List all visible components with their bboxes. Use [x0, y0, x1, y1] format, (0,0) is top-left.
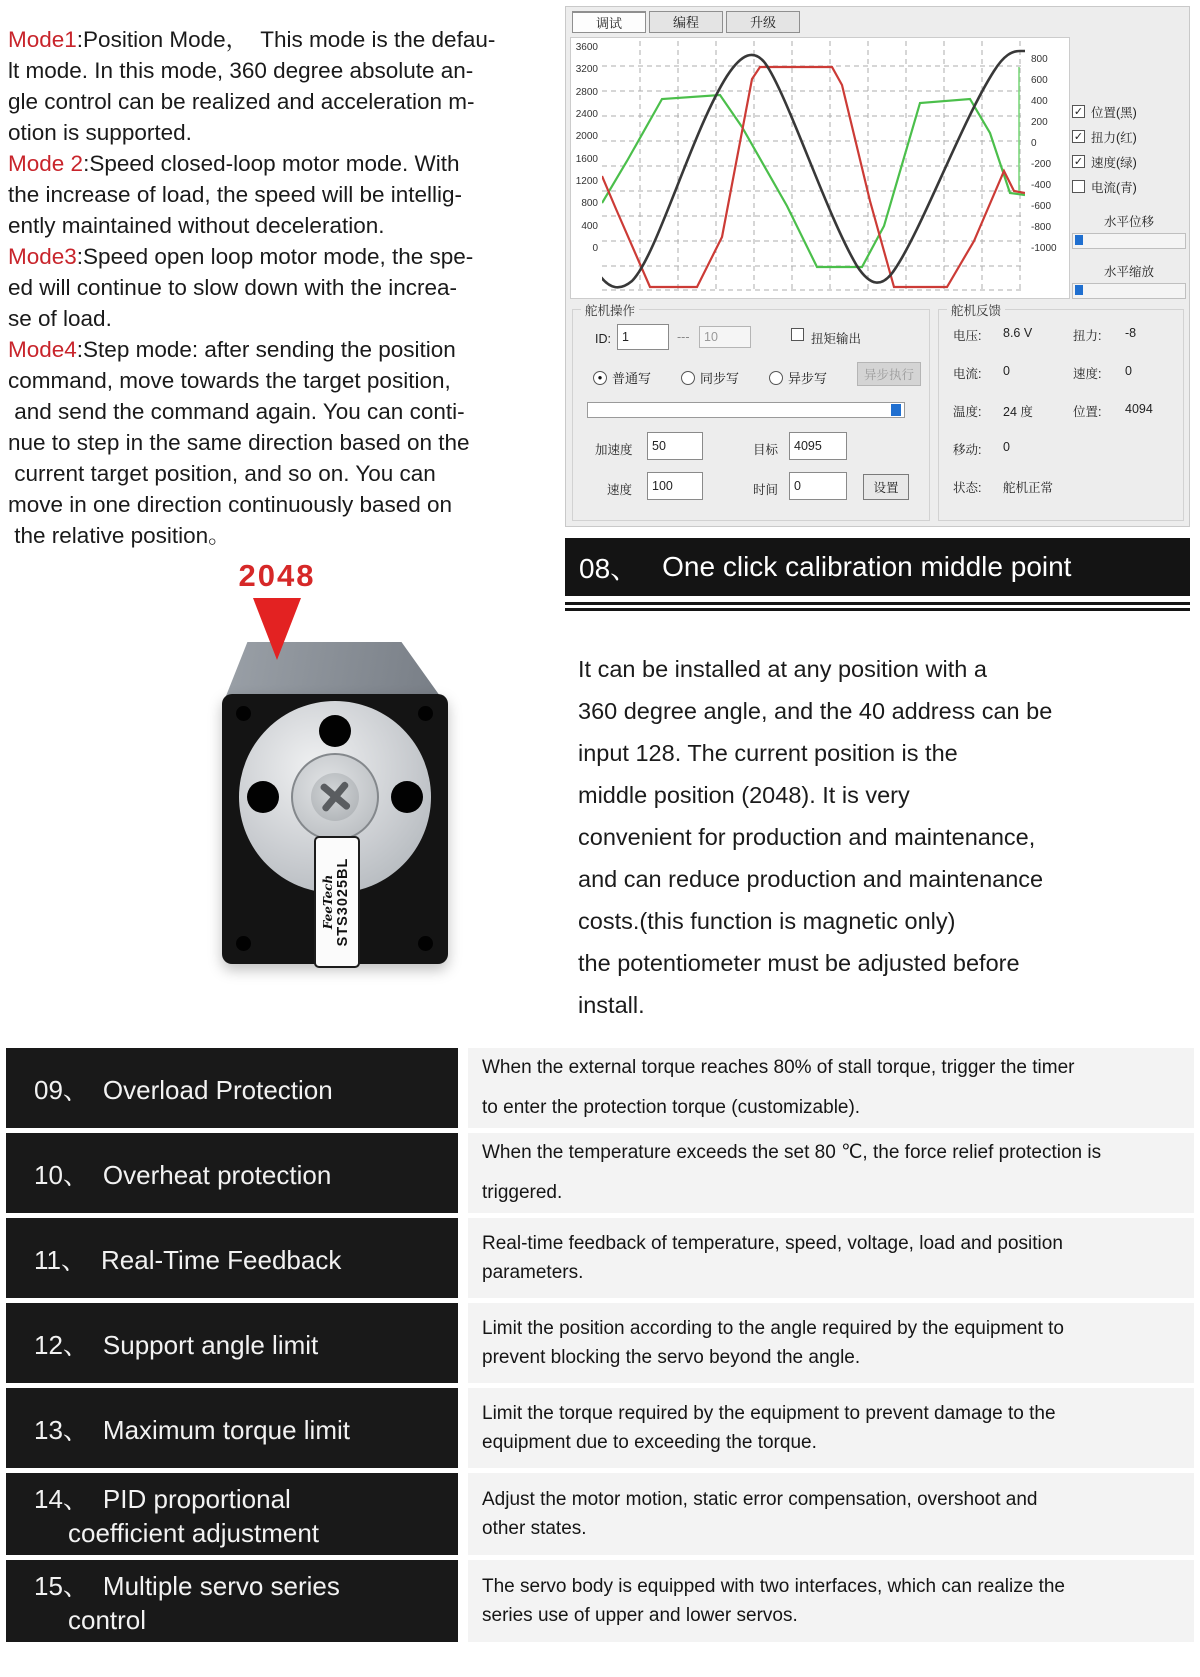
table-row — [6, 1303, 1194, 1383]
zoom-slider-label: 水平缩放 — [1103, 265, 1154, 279]
id-input[interactable] — [617, 324, 669, 350]
mode-text-line: the relative position。 — [8, 523, 231, 548]
feature-label-cell — [6, 1560, 458, 1642]
chart-canvas — [602, 41, 1025, 291]
feature-label: Multiple servo series — [102, 1571, 340, 1601]
feature-label: Overheat protection — [102, 1159, 332, 1190]
mode-text-line: Mode 2:Speed closed-loop motor mode. With — [8, 151, 460, 176]
feature-label-cell — [6, 1218, 458, 1298]
waveform-chart — [570, 37, 1070, 299]
tab-upgrade[interactable]: 升级 — [726, 11, 800, 33]
corner-screw-hole — [236, 936, 251, 951]
speed-fb-value: 0 — [1125, 364, 1132, 378]
tab-debug[interactable]: 调试 — [572, 11, 646, 33]
feature-number: 15、 — [34, 1571, 89, 1601]
y-axis-left: 3600 3200 2800 2400 2000 1600 1200 800 400 0 — [575, 42, 598, 254]
position-slider-handle[interactable] — [891, 404, 901, 416]
set-button[interactable]: 设置 — [863, 474, 909, 500]
banner-number: 08、 — [579, 553, 639, 584]
temp-label: 温度: — [953, 405, 982, 419]
feature-desc-cell: Limit the torque required by the equipment to prevent damage to the equipment due to exceeding the torque. — [468, 1388, 1194, 1468]
voltage-label: 电压: — [953, 329, 982, 343]
speed-checkbox[interactable]: ✓ — [1073, 156, 1084, 168]
temp-value: 24 度 — [1003, 405, 1033, 419]
feature-number: 11、 — [34, 1244, 87, 1275]
zoom-slider[interactable] — [1072, 283, 1186, 299]
legend-row-torque: ✓ 扭力(红) — [1073, 130, 1137, 145]
target-label: 目标 — [753, 443, 779, 457]
feature-desc-cell: The servo body is equipped with two interfaces, which can realize the series use of upper and lower servos. — [468, 1560, 1194, 1642]
chart-legend — [1072, 99, 1186, 299]
banner-underline — [565, 608, 1190, 611]
target-input[interactable] — [789, 432, 847, 460]
tab-program[interactable]: 编程 — [649, 11, 723, 33]
servo-operation-title: 舵机操作 — [581, 301, 639, 319]
motor-image — [222, 694, 448, 964]
banner-title: One click calibration middle point — [662, 551, 1072, 582]
feature-label-cell — [6, 1388, 458, 1468]
torque-output-label: 扭矩输出 — [811, 332, 862, 346]
current-value: 0 — [1003, 364, 1010, 378]
pan-slider-label: 水平位移 — [1103, 215, 1154, 229]
table-row — [6, 1218, 1194, 1298]
mode-text-line: ently maintained without deceleration. — [8, 213, 385, 238]
radio-normal-write[interactable]: ● 普通写 — [593, 368, 651, 387]
corner-screw-hole — [236, 706, 251, 721]
flange-hole — [247, 781, 279, 813]
feature-label: PID proportional — [102, 1484, 291, 1514]
async-exec-button[interactable]: 异步执行 — [857, 362, 921, 386]
feature-label-cell — [6, 1473, 458, 1555]
feature-desc-cell: Real-time feedback of temperature, speed, voltage, load and position parameters. — [468, 1218, 1194, 1298]
time-input[interactable] — [789, 472, 847, 500]
mode-text-line: otion is supported. — [8, 120, 192, 145]
current-label: 电流: — [953, 367, 982, 381]
feature-label: Maximum torque limit — [102, 1414, 350, 1445]
feature-label: Real-Time Feedback — [101, 1244, 342, 1275]
feature-number: 13、 — [34, 1414, 89, 1445]
feature-desc-cell: Adjust the motor motion, static error compensation, overshoot and other states. — [468, 1473, 1194, 1555]
mode-text-line: nue to step in the same direction based on the — [8, 430, 470, 455]
mode-text-line: se of load. — [8, 306, 112, 331]
arrow-down-icon — [253, 598, 301, 660]
mode-text-line: Mode1:Position Mode， This mode is the defau- — [8, 27, 496, 52]
feature-label: Overload Protection — [102, 1074, 333, 1105]
tab-bar — [572, 11, 800, 33]
feature-number: 09、 — [34, 1074, 89, 1105]
mode-description-text — [8, 24, 560, 551]
position-slider[interactable] — [587, 402, 905, 418]
corner-screw-hole — [418, 936, 433, 951]
section-banner-08 — [565, 538, 1190, 596]
pan-slider[interactable] — [1072, 233, 1186, 249]
move-label: 移动: — [953, 443, 982, 457]
feature-label-line2: control — [68, 1605, 147, 1635]
table-row — [6, 1133, 1194, 1213]
table-row — [6, 1560, 1194, 1642]
feature-label-cell — [6, 1048, 458, 1128]
current-checkbox[interactable] — [1072, 180, 1085, 193]
speed-fb-label: 速度: — [1073, 367, 1102, 381]
software-panel — [565, 6, 1190, 527]
position-fb-value: 4094 — [1125, 402, 1153, 416]
phillips-cross-icon — [301, 763, 369, 831]
feature-desc-cell: Limit the position according to the angle required by the equipment to prevent blocking the servo beyond the angle. — [468, 1303, 1194, 1383]
time-label: 时间 — [753, 483, 779, 497]
install-description-text: It can be installed at any position with a 360 degree angle, and the 40 address can be input 128. The current position is the middle position (2048). It is very convenient for production and maintenance, and can reduce production and maintenance costs.(this function is magnetic only) the potentiometer must be adjusted before install. — [578, 656, 1053, 1018]
feature-number: 10、 — [34, 1159, 89, 1190]
table-row — [6, 1388, 1194, 1468]
mode-text-line: Mode3:Speed open loop motor mode, the spe- — [8, 244, 474, 269]
zoom-slider-handle[interactable] — [1075, 285, 1083, 295]
motor-brand: FeeTech — [321, 874, 336, 930]
radio-normal-write-circle[interactable]: ● — [593, 371, 607, 385]
feature-table — [6, 1048, 1194, 1647]
radio-sync-write[interactable]: 同步写 — [681, 368, 739, 387]
position-curve — [602, 51, 1025, 287]
radio-async-write-circle[interactable] — [769, 371, 783, 385]
pan-slider-handle[interactable] — [1075, 235, 1083, 245]
feature-label-cell — [6, 1133, 458, 1213]
banner-underline — [565, 602, 1190, 605]
callout-2048: 2048 — [238, 558, 316, 593]
speed-input[interactable] — [647, 472, 703, 500]
status-label: 状态: — [953, 481, 982, 495]
id-label: ID: — [595, 332, 611, 346]
flange-hole — [319, 715, 351, 747]
mode-text-line: ed will continue to slow down with the increa- — [8, 275, 457, 300]
mode-text-line: command, move towards the target position, — [8, 368, 451, 393]
feature-label-cell — [6, 1303, 458, 1383]
mode-text-line: and send the command again. You can conti- — [8, 399, 465, 424]
move-value: 0 — [1003, 440, 1010, 454]
corner-screw-hole — [418, 706, 433, 721]
feature-label-line2: coefficient adjustment — [68, 1518, 319, 1548]
mode-text-line: lt mode. In this mode, 360 degree absolute an- — [8, 58, 474, 83]
speed-label: 速度 — [607, 483, 633, 497]
id-separator: --- — [677, 330, 690, 344]
mode-text-line: Mode4:Step mode: after sending the position — [8, 337, 456, 362]
accel-input[interactable] — [647, 432, 703, 460]
legend-row-speed: ✓ 速度(绿) — [1073, 155, 1137, 170]
torque-checkbox[interactable]: ✓ — [1073, 131, 1084, 143]
servo-feedback-group — [938, 304, 1184, 521]
feature-number: 12、 — [34, 1329, 89, 1360]
radio-sync-write-circle[interactable] — [681, 371, 695, 385]
motor-label — [314, 836, 360, 968]
torque-fb-value: -8 — [1125, 326, 1137, 340]
motor-hub — [291, 753, 379, 841]
legend-row-position: ✓ 位置(黑) — [1073, 105, 1137, 120]
mode-text-line: move in one direction continuously based on — [8, 492, 453, 517]
accel-label: 加速度 — [595, 443, 633, 457]
status-value: 舵机正常 — [1003, 481, 1054, 495]
position-fb-label: 位置: — [1073, 405, 1102, 419]
servo-operation-group — [572, 304, 930, 521]
position-checkbox[interactable]: ✓ — [1073, 106, 1084, 118]
feature-label: Support angle limit — [102, 1329, 319, 1360]
torque-fb-label: 扭力: — [1073, 329, 1102, 343]
mode-text-line: the increase of load, the speed will be intellig- — [8, 182, 463, 207]
feature-desc-cell: When the external torque reaches 80% of stall torque, trigger the timer to enter the protection torque (customizable). — [468, 1048, 1194, 1128]
mode-text-line: gle control can be realized and acceleration m- — [8, 89, 475, 114]
motor-model: STS3025BL — [334, 857, 351, 947]
torque-output-checkbox[interactable] — [791, 328, 804, 341]
flange-hole — [391, 781, 423, 813]
mode-text-line: current target position, and so on. You can — [8, 461, 436, 486]
feature-number: 14、 — [34, 1484, 89, 1514]
chart-plot-area — [602, 41, 1025, 291]
motor-screw — [311, 773, 359, 821]
id-max-input[interactable] — [699, 326, 751, 348]
table-row — [6, 1048, 1194, 1128]
table-row — [6, 1473, 1194, 1555]
feature-desc-cell: When the temperature exceeds the set 80 ℃, the force relief protection is triggered. — [468, 1133, 1194, 1213]
legend-row-current: 电流(青) — [1072, 174, 1186, 199]
y-axis-right: 800 600 400 200 0 -200 -400 -600 -800 -1000 — [1031, 54, 1057, 254]
radio-async-write[interactable]: 异步写 — [769, 368, 827, 387]
voltage-value: 8.6 V — [1003, 326, 1033, 340]
servo-feedback-title: 舵机反馈 — [947, 301, 1005, 319]
